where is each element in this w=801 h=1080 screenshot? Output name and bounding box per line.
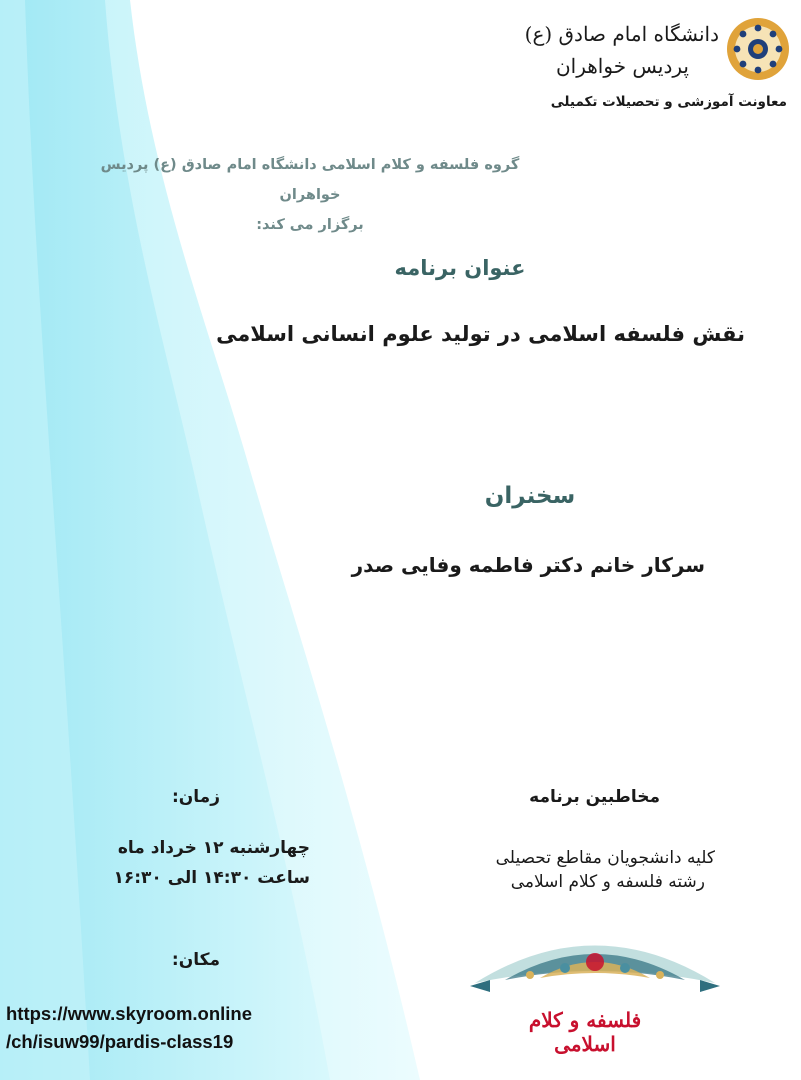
program-title: نقش فلسفه اسلامی در تولید علوم انسانی اسلامی [216,322,745,346]
event-date: چهارشنبه ۱۲ خرداد ماه [117,838,310,858]
organizer-line2: برگزار می کند: [256,217,364,233]
organizer-text [90,150,530,240]
campus-name: پردیس خواهران [555,54,689,78]
speaker-heading: سخنران [484,483,576,509]
skyroom-link-line2[interactable]: /ch/isuw99/pardis-class19 [6,1031,234,1052]
university-logo [725,16,791,82]
organizer-line1: گروه فلسفه و کلام اسلامی دانشگاه امام صادق (ع) پردیس خواهران [100,157,520,203]
audience-heading: مخاطبین برنامه [529,787,660,807]
place-label: مکان: [171,950,220,970]
program-title-heading: عنوان برنامه [394,256,526,280]
deputy-office: معاونت آموزشی و تحصیلات تکمیلی [550,94,787,110]
speaker-name: سرکار خانم دکتر فاطمه وفایی صدر [351,553,705,577]
university-name: دانشگاه امام صادق (ع) [524,22,719,46]
department-logo: فلسفه و کلام اسلامی [528,1008,642,1056]
skyroom-link-line1[interactable]: https://www.skyroom.online [6,1003,253,1024]
event-hours: ساعت ۱۴:۳۰ الی ۱۶:۳۰ [113,868,310,888]
ornament-icon [470,928,720,998]
audience-line1: کلیه دانشجویان مقاطع تحصیلی [495,848,715,868]
time-label: زمان: [171,787,220,807]
audience-line2: رشته فلسفه و کلام اسلامی [510,872,705,892]
